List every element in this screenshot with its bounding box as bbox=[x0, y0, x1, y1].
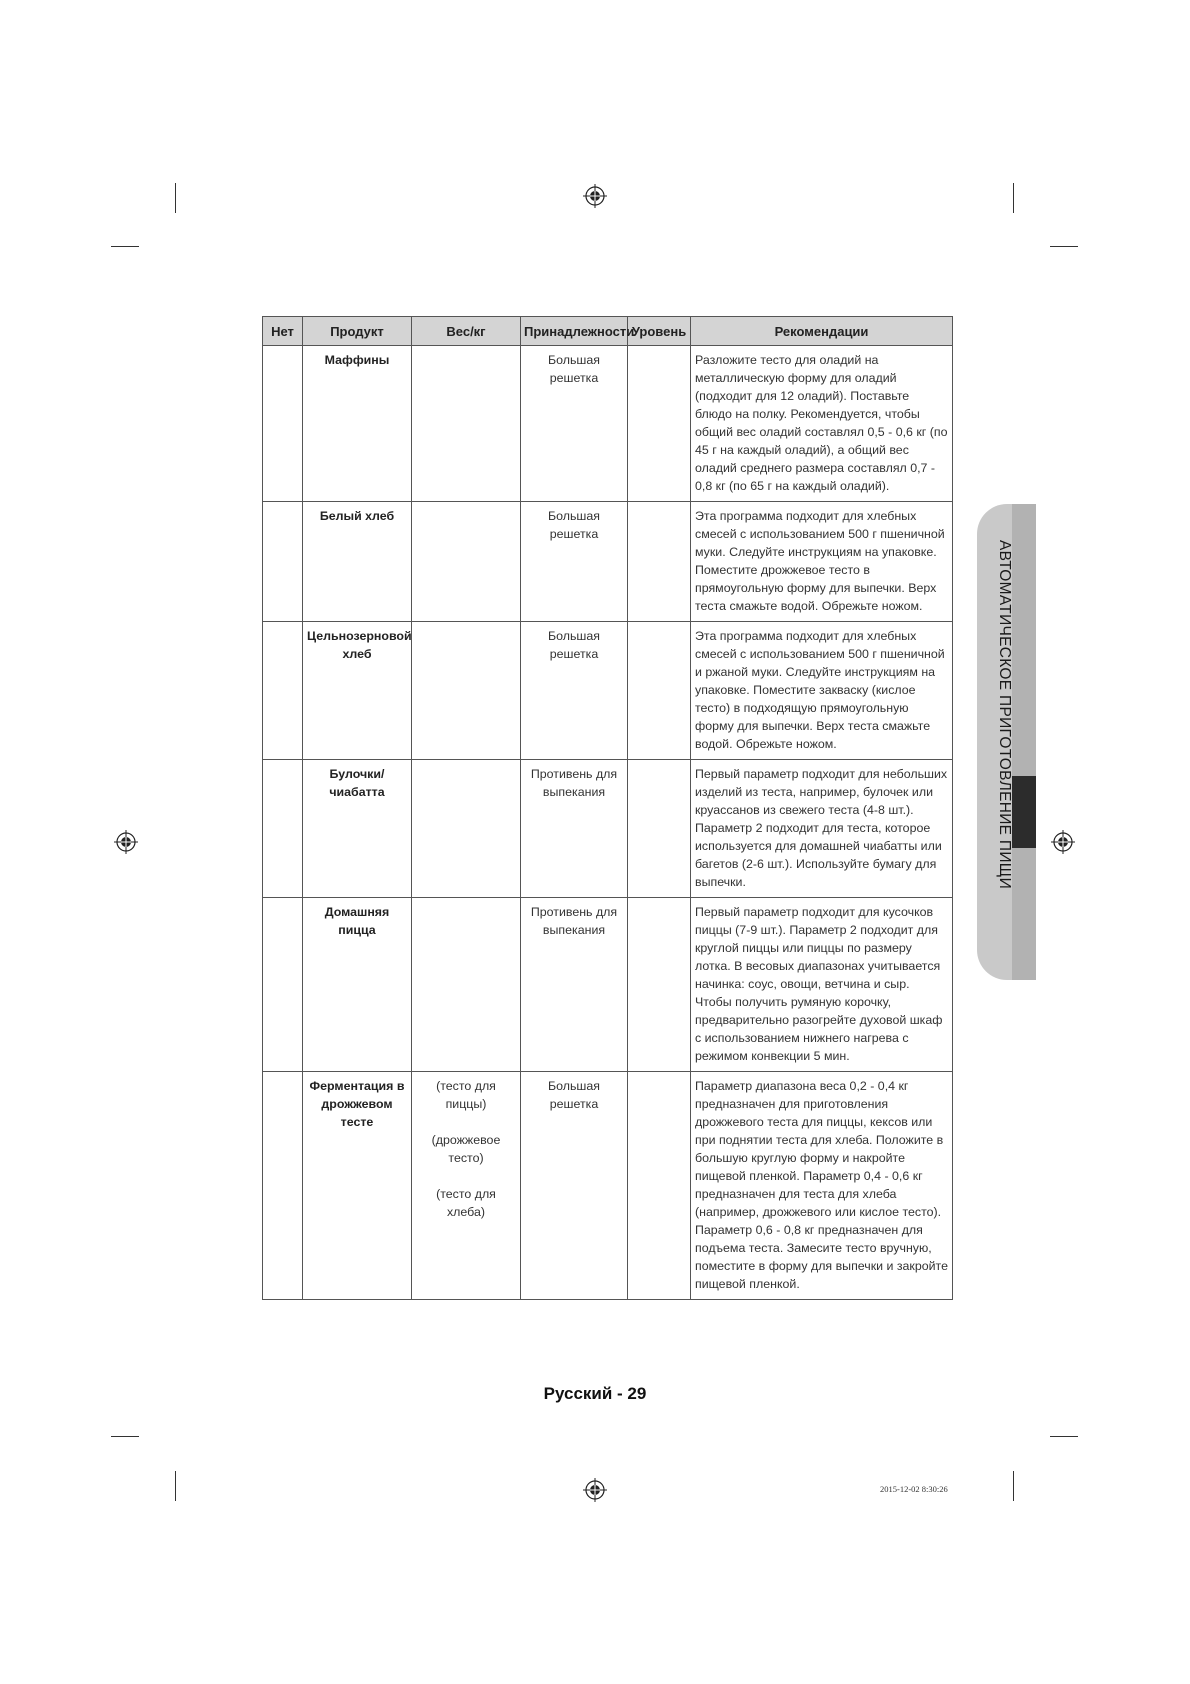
cell-num bbox=[263, 622, 303, 760]
cell-level bbox=[628, 760, 691, 898]
cell-recommendation: Первый параметр подходит для небольших изделий из теста, например, булочек или круассанов из свежего теста (4-8 шт.). Параметр 2 подходит для теста, которое используется для домашней чиабатты или багетов (2-6 шт.). Используйте бумагу для выпечки. bbox=[691, 760, 953, 898]
cell-recommendation: Разложите тесто для оладий на металлическую форму для оладий (подходит для 12 оладий). Поставьте блюдо на полку. Рекомендуется, чтобы общий вес оладий составлял 0,5 - 0,6 кг (по 45 г на каждый оладий), а общий вес оладий среднего размера составлял 0,7 - 0,8 кг (по 65 г на каждый оладий). bbox=[691, 346, 953, 502]
cell-accessory: Большая решетка bbox=[521, 1072, 628, 1300]
cell-accessory: Большая решетка bbox=[521, 502, 628, 622]
cell-weight bbox=[412, 346, 521, 502]
cell-product: Белый хлеб bbox=[303, 502, 412, 622]
cell-recommendation: Эта программа подходит для хлебных смесей с использованием 500 г пшеничной муки. Следуйте инструкциям на упаковке. Поместите дрожжевое тесто в прямоугольную форму для выпечки. Верх теста смажьте водой. Обрежьте ножом. bbox=[691, 502, 953, 622]
cell-weight bbox=[412, 1072, 521, 1300]
cell-recommendation: Параметр диапазона веса 0,2 - 0,4 кг предназначен для приготовления дрожжевого теста для пиццы, кексов или при поднятии теста для хлеба. Положите в большую круглую форму и накройте пищевой пленкой. Параметр 0,4 - 0,6 кг предназначен для теста для хлеба (например, дрожжевого или кислое тесто). Параметр 0,6 - 0,8 кг предназначен для подъема теста. Замесите тесто вручную, поместите в форму для выпечки и закройте пищевой пленкой. bbox=[691, 1072, 953, 1300]
header-recommendation: Рекомендации bbox=[691, 317, 953, 346]
cell-level bbox=[628, 622, 691, 760]
cell-product: Домашняя пицца bbox=[303, 898, 412, 1072]
cell-accessory: Противень для выпекания bbox=[521, 760, 628, 898]
cell-recommendation: Эта программа подходит для хлебных смесей с использованием 500 г пшеничной и ржаной муки. Следуйте инструкциям на упаковке. Поместите закваску (кислое тесто) в подходящую прямоугольную форму для выпечки. Верх теста смажьте водой. Обрежьте ножом. bbox=[691, 622, 953, 760]
weight-option: (дрожжевое тесто) bbox=[431, 1133, 501, 1165]
table-row bbox=[263, 346, 953, 502]
header-level: Уровень bbox=[628, 317, 691, 346]
table-row bbox=[263, 760, 953, 898]
weight-option: (тесто для хлеба) bbox=[436, 1187, 496, 1219]
chapter-tab-marker bbox=[1012, 776, 1036, 848]
table-row bbox=[263, 622, 953, 760]
cell-num bbox=[263, 1072, 303, 1300]
cell-weight bbox=[412, 898, 521, 1072]
chapter-tab-label: АВТОМАТИЧЕСКОЕ ПРИГОТОВЛЕНИЕ ПИЩИ bbox=[996, 540, 1013, 890]
cell-num bbox=[263, 502, 303, 622]
header-weight: Вес/кг bbox=[412, 317, 521, 346]
cooking-table bbox=[262, 316, 953, 1300]
registration-mark-icon bbox=[1051, 830, 1075, 854]
cell-recommendation: Первый параметр подходит для кусочков пиццы (7-9 шт.). Параметр 2 подходит для круглой пиццы или пиццы по размеру лотка. В весовых диапазонах учитывается начинка: соус, овощи, ветчина и сыр. Чтобы получить румяную корочку, предварительно разогрейте духовой шкаф с использованием нижнего нагрева с режимом конвекции 5 мин. bbox=[691, 898, 953, 1072]
cell-weight bbox=[412, 760, 521, 898]
crop-mark bbox=[1050, 1436, 1078, 1437]
header-num: Нет bbox=[263, 317, 303, 346]
header-accessory: Принадлежности bbox=[521, 317, 628, 346]
table-row bbox=[263, 1072, 953, 1300]
registration-mark-icon bbox=[114, 830, 138, 854]
cell-level bbox=[628, 502, 691, 622]
table-row bbox=[263, 502, 953, 622]
crop-mark bbox=[175, 183, 176, 213]
crop-mark bbox=[1050, 246, 1078, 247]
crop-mark bbox=[111, 246, 139, 247]
header-product: Продукт bbox=[303, 317, 412, 346]
print-stamp: 2015-12-02 8:30:26 bbox=[880, 1484, 948, 1494]
cell-accessory: Большая решетка bbox=[521, 622, 628, 760]
cell-num bbox=[263, 346, 303, 502]
cell-accessory: Большая решетка bbox=[521, 346, 628, 502]
cell-weight bbox=[412, 502, 521, 622]
cell-level bbox=[628, 898, 691, 1072]
cell-product: Цельнозерновой хлеб bbox=[303, 622, 412, 760]
cell-level bbox=[628, 1072, 691, 1300]
cell-weight bbox=[412, 622, 521, 760]
page-number: Русский - 29 bbox=[543, 1384, 647, 1403]
table-row bbox=[263, 898, 953, 1072]
cell-num bbox=[263, 898, 303, 1072]
cell-level bbox=[628, 346, 691, 502]
registration-mark-icon bbox=[583, 184, 607, 208]
crop-mark bbox=[1013, 183, 1014, 213]
crop-mark bbox=[175, 1471, 176, 1501]
cell-num bbox=[263, 760, 303, 898]
crop-mark bbox=[111, 1436, 139, 1437]
chapter-tab-strip bbox=[1012, 504, 1036, 980]
table-header-row bbox=[263, 317, 953, 346]
registration-mark-icon bbox=[583, 1478, 607, 1502]
cell-product: Булочки/чиабатта bbox=[303, 760, 412, 898]
weight-option: (тесто для пиццы) bbox=[436, 1079, 496, 1111]
cell-product: Маффины bbox=[303, 346, 412, 502]
cell-product: Ферментация в дрожжевом тесте bbox=[303, 1072, 412, 1300]
cell-accessory: Противень для выпекания bbox=[521, 898, 628, 1072]
crop-mark bbox=[1013, 1471, 1014, 1501]
